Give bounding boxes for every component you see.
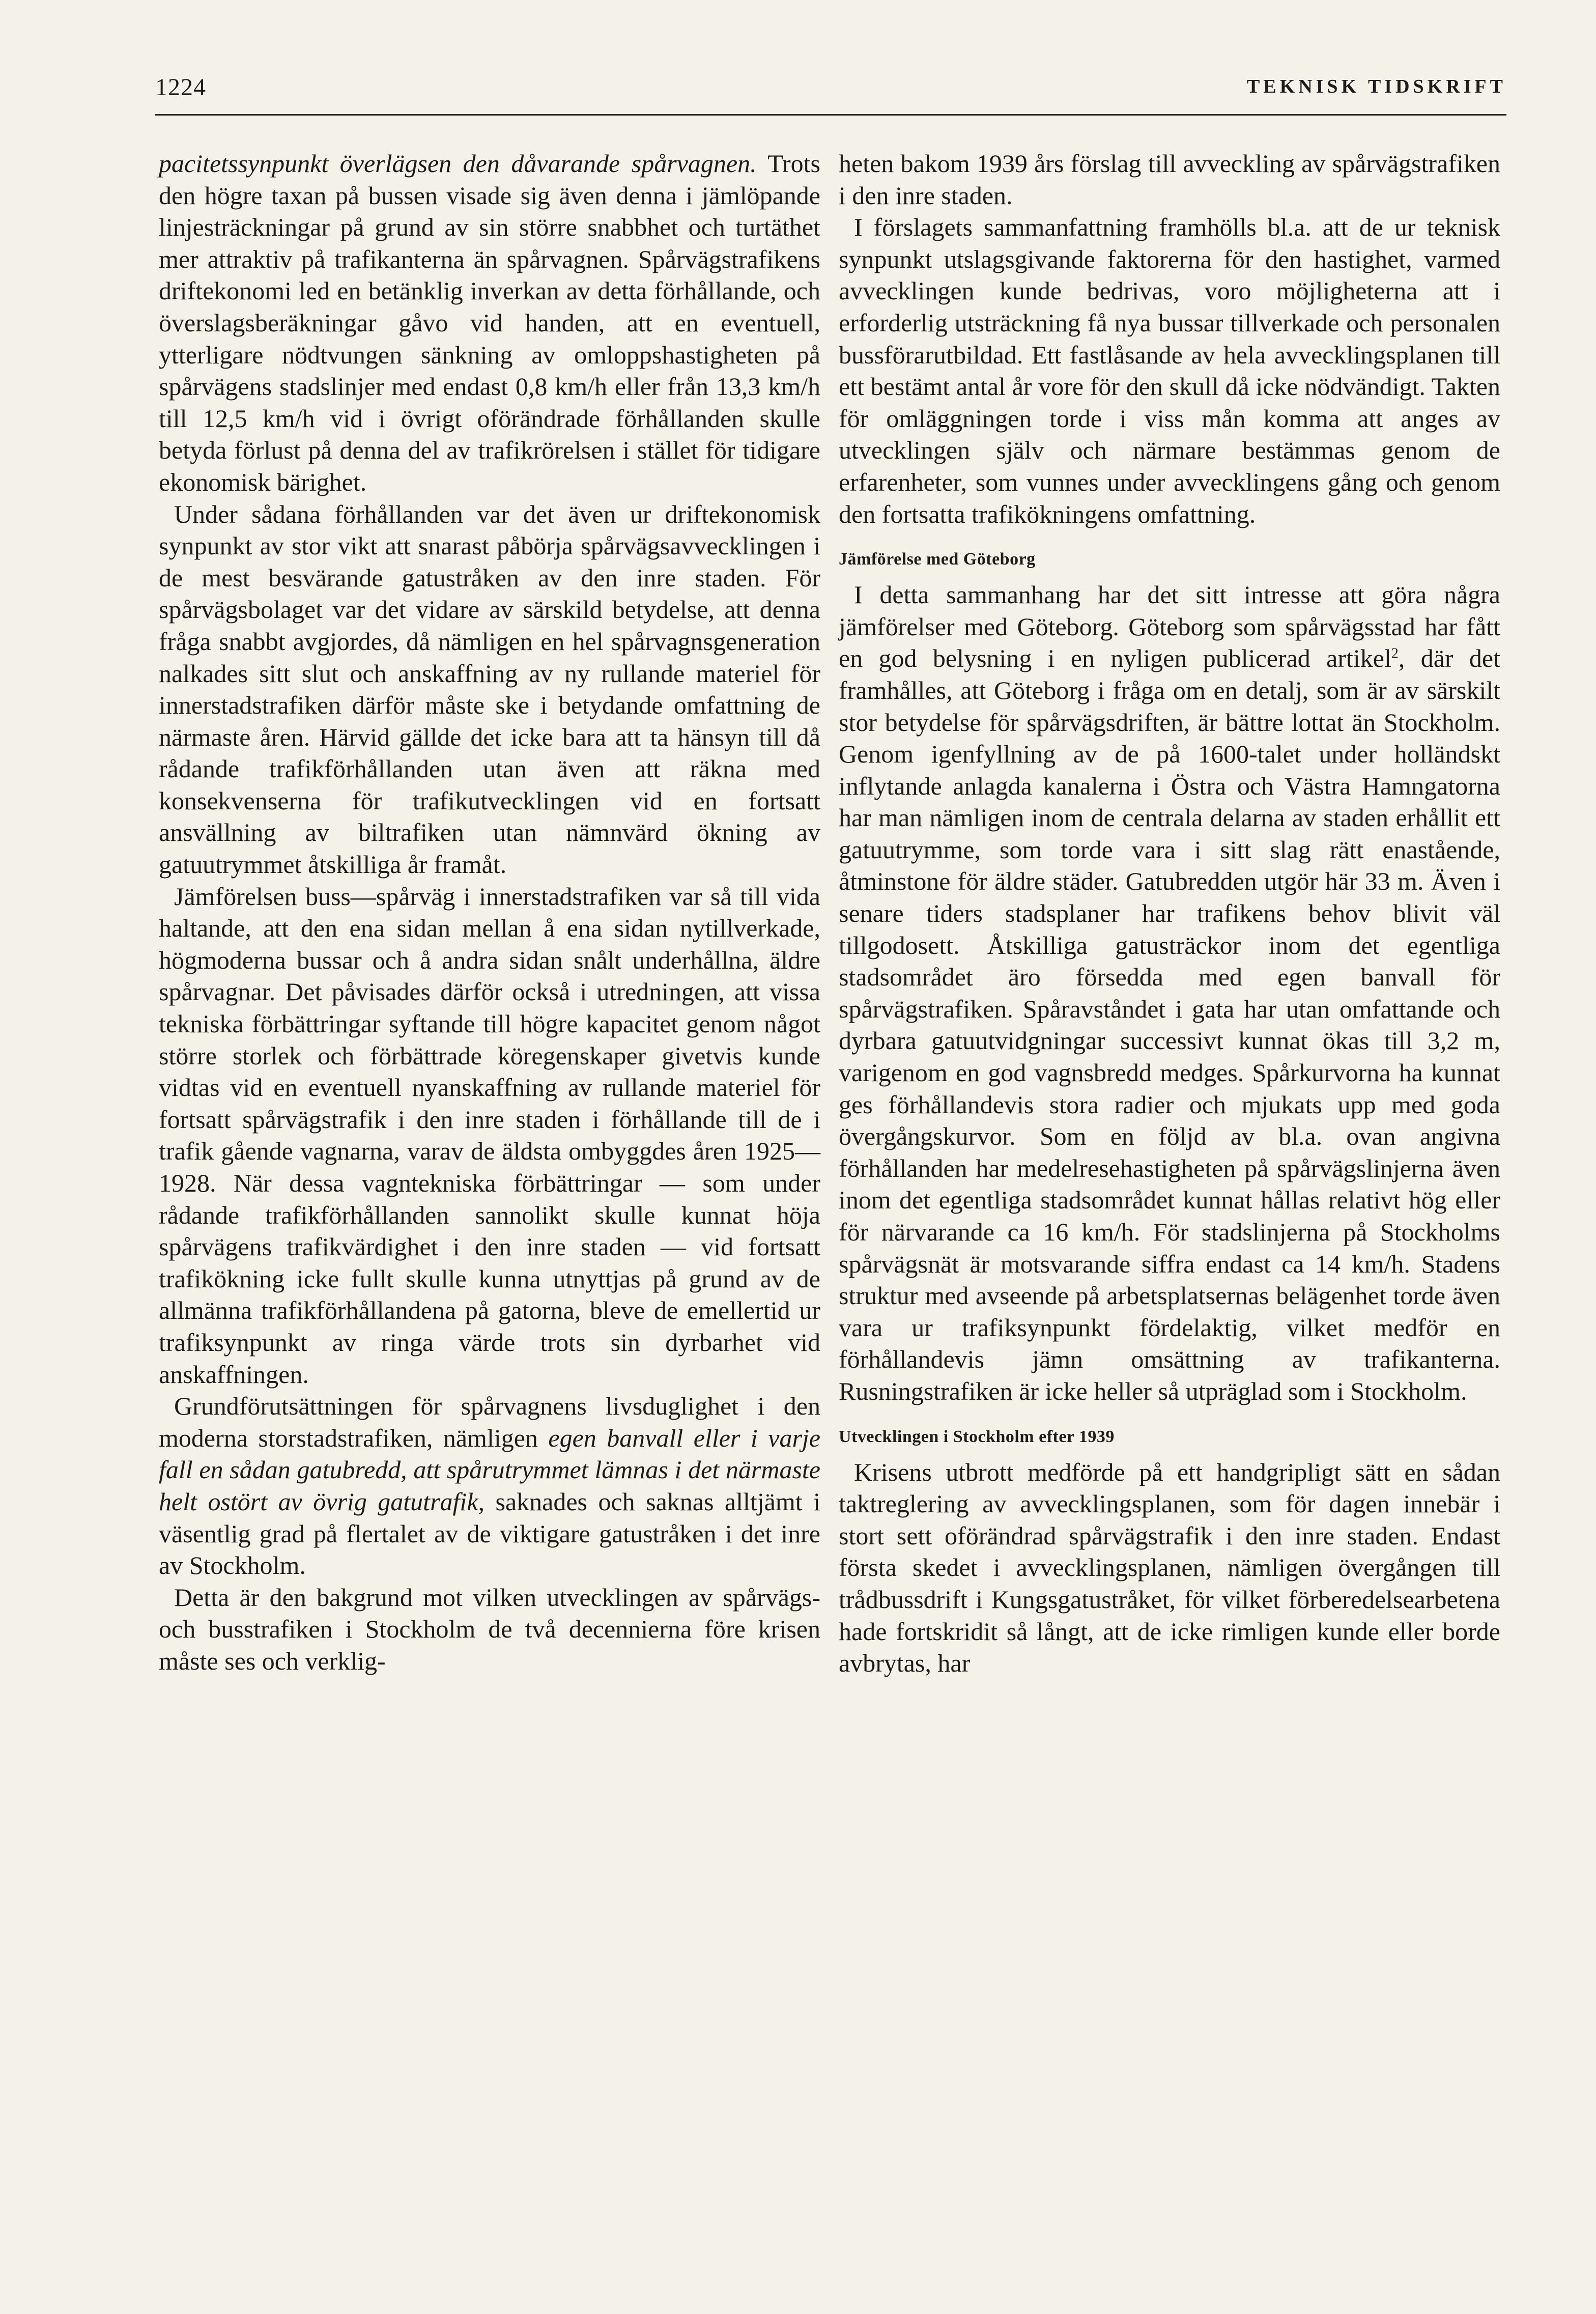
paragraph-text: saknades och saknas alltjämt i väsentlig grad på flertalet av de viktigare gatustråken i det inre av Stockholm.	[159, 1487, 820, 1580]
paragraph: Under sådana förhållanden var det även ur driftekonomisk synpunkt av stor vikt att snarast påbörja spårvägsavvecklingen i de mest besvärande gatustråken av den inre staden. För spårvägsbolaget var det vidare av särskild betydelse, att denna fråga snabbt avgjordes, då nämligen en hel spårvagnsgeneration nalkades sitt slut och anskaffning av ny rullande materiel för innerstadstrafiken därför måste ske i betydande omfattning de närmaste åren. Härvid gällde det icke bara att ta hänsyn till då rådande trafikförhållanden utan även att räkna med konsekvenserna för trafikutvecklingen vid en fortsatt ansvällning av biltrafiken utan nämnvärd ökning av gatuutrymmet åtskilliga år framåt.	[159, 499, 820, 879]
paragraph: I förslagets sammanfattning framhölls bl.a. att de ur teknisk synpunkt utslagsgivande faktorerna för den hastighet, varmed avvecklingen kunde bedrivas, voro möjligheterna att i erforderlig utsträckning få nya bussar tillverkade och personalen bussförarutbildad. Ett fastlåsande av hela avvecklingsplanen till ett bestämt antal år vore för den skull då icke nödvändigt. Takten för omläggningen torde i viss mån komma att anges av utvecklingen själv och närmare bestämmas genom de erfarenheter, som vunnes under avvecklingens gång och genom den fortsatta trafikökningens omfattning.	[839, 213, 1500, 528]
section-heading: Utvecklingen i Stockholm efter 1939	[839, 1427, 1115, 1446]
paragraph-text: I detta sammanhang har det sitt intresse att göra några jämförelser med Göteborg. Göteborg som spårvägsstad har fått en god belysning i en nyligen publicerad artikel	[839, 580, 1500, 673]
paragraph: Krisens utbrott medförde på ett handgripligt sätt en sådan taktreglering av avvecklingsplanen, som för dagen innebär i stort sett oförändrad spårvägstrafik i den inre staden. Endast första skedet i avvecklingsplanen, nämligen övergången till trådbussdrift i Kungsgatustråket, för vilket förberedelsearbetena hade fortskridit så långt, att de icke rimligen kunde eller borde avbrytas, har	[839, 1457, 1500, 1678]
paragraph: Detta är den bakgrund mot vilken utvecklingen av spårvägs- och busstrafiken i Stockholm de två decennierna före krisen måste ses och verklig-	[159, 1583, 820, 1675]
page-header	[155, 67, 1506, 123]
header-rule	[155, 114, 1506, 116]
paragraph: Jämförelsen buss—spårväg i innerstadstrafiken var så till vida haltande, att den ena sidan mellan å ena sidan nytillverkade, högmoderna bussar och å andra sidan snålt underhållna, äldre spårvagnar. Det påvisades därför också i utredningen, att vissa tekniska förbättringar syftande till högre kapacitet genom något större storlek och förbättrade köregenskaper givetvis kunde vidtas vid en eventuell nyanskaffning av rullande materiel för fortsatt spårvägstrafik i den inre staden i förhållande till de i trafik gående vagnarna, varav de äldsta ombyggdes åren 1925—1928. När dessa vagntekniska förbättringar — som under rådande trafikförhållanden sannolikt skulle kunnat höja spårvägens trafikvärdighet i den inre staden — vid fortsatt trafikökning icke fullt skulle kunna utnyttjas på grund av de allmänna trafikförhållandena på gatorna, bleve de emellertid ur trafiksynpunkt av ringa värde trots sin dyrbarhet vid anskaffningen.	[159, 882, 820, 1389]
italic-phrase: egen banvall eller i varje fall en sådan gatubredd, att spårutrymmet lämnas i det närmaste helt ostört av övrig gatutrafik,	[159, 1423, 820, 1516]
paragraph-text: , där det framhålles, att Göteborg i fråga om en detalj, som är av särskilt stor betydelse för spårvägsdriften, är bättre lottat än Stockholm. Genom igenfyllning av de på 1600-talet under holländskt inflytande anlagda kanalerna i Östra och Västra Hamngatorna har man nämligen inom de centrala delarna av staden erhållit ett gatuutrymme, som torde vara i sitt slag rätt enastående, åtminstone för äldre städer. Gatubredden utgör här 33 m. Även i senare tiders stadsplaner har trafikens behov blivit väl tillgodosett. Åtskilliga gatusträckor inom det egentliga stadsområdet äro försedda med egen banvall för spårvägstrafiken. Spåravståndet i gata har utan omfattande och dyrbara gatuutvidgningar successivt kunnat ökas till 3,2 m, varigenom en god vagnsbredd medges. Spårkurvorna ha kunnat ges förhållandevis stora radier och mjukats upp med goda övergångskurvor. Som en följd av bl.a. ovan angivna förhållanden har medelresehastigheten på spårvägslinjerna även inom det egentliga stadsområdet kunnat hållas relativt hög eller för närvarande ca 16 km/h. För stadslinjerna på Stockholms spårvägsnät är motsvarande siffra endast ca 14 km/h. Stadens struktur med avseende på arbetsplatsernas belägenhet torde även vara ur trafiksynpunkt fördelaktig, vilket medför en förhållandevis jämn omsättning av trafikanterna. Rusningstrafiken är icke heller så utpräglad som i Stockholm.	[839, 644, 1501, 1405]
page-number: 1224	[155, 74, 206, 101]
italic-phrase: pacitetssynpunkt överlägsen den dåvarande spårvagnen.	[159, 149, 757, 178]
paragraph	[159, 148, 820, 498]
paragraph: heten bakom 1939 års förslag till avveckling av spårvägstrafiken i den inre staden.	[839, 149, 1500, 210]
paragraph-text: Grundförutsättningen för spårvagnens livsduglighet i den moderna storstadstrafiken, nämligen	[159, 1392, 820, 1452]
paragraph	[159, 1390, 820, 1582]
right-column	[839, 148, 1500, 1679]
paragraph-text: Trots den högre taxan på bussen visade sig även denna i jämlöpande linjesträckningar på grund av sin större snabbhet och turtäthet mer attraktiv på trafikanterna än spårvagnen. Spårvägstrafikens driftekonomi led en betänklig inverkan av detta förhållande, och överslagsberäkningar gåvo vid handen, att en eventuell, ytterligare nödtvungen sänkning av omloppshastigheten på spårvägens stadslinjer med endast 0,8 km/h eller från 13,3 km/h till 12,5 km/h vid i övrigt oförändrade förhållanden skulle betyda förlust på denna del av trafikrörelsen i stället för tidigare ekonomisk bärighet.	[159, 149, 820, 496]
section-heading: Jämförelse med Göteborg	[839, 550, 1036, 569]
left-column	[159, 148, 820, 1677]
journal-title: TEKNISK TIDSKRIFT	[1246, 76, 1506, 97]
paragraph	[839, 579, 1500, 1407]
footnote-reference: 2	[1391, 645, 1399, 662]
